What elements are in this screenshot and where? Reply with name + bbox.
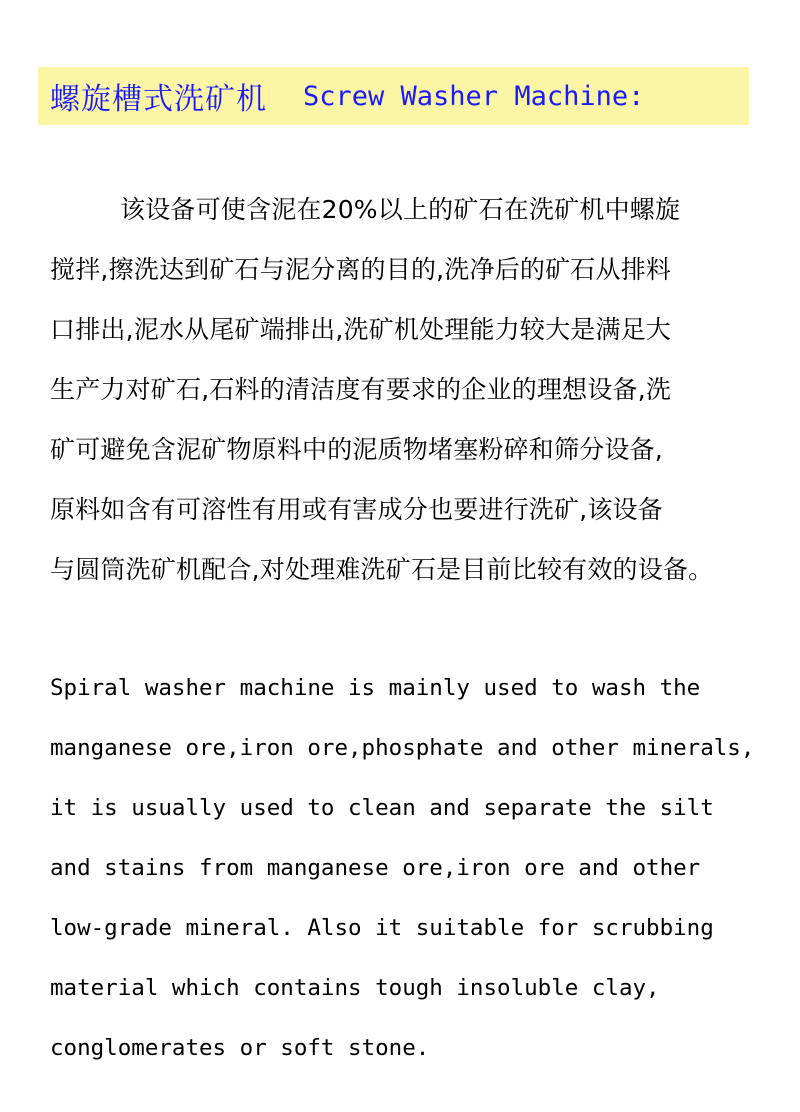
english-line: manganese ore,iron ore,phosphate and other minerals,	[50, 735, 755, 761]
chinese-line: 矿可避免含泥矿物原料中的泥质物堵塞粉碎和筛分设备,	[50, 435, 663, 464]
english-line: and stains from manganese ore,iron ore and other	[50, 855, 701, 881]
english-line: conglomerates or soft stone.	[50, 1035, 430, 1061]
chinese-line: 该设备可使含泥在20%以上的矿石在洗矿机中螺旋	[120, 195, 681, 224]
chinese-line: 生产力对矿石,石料的清洁度有要求的企业的理想设备,洗	[50, 375, 672, 404]
english-line: Spiral washer machine is mainly used to wash the	[50, 675, 701, 701]
english-description	[50, 658, 790, 1078]
english-line: material which contains tough insoluble clay,	[50, 975, 660, 1001]
chinese-line: 搅拌,擦洗达到矿石与泥分离的目的,洗净后的矿石从排料	[50, 255, 672, 284]
chinese-description	[50, 180, 790, 600]
chinese-line: 原料如含有可溶性有用或有害成分也要进行洗矿,该设备	[50, 495, 663, 524]
page-title-banner	[38, 67, 749, 125]
page-title-english: Screw Washer Machine:	[303, 80, 645, 112]
chinese-line: 口排出,泥水从尾矿端排出,洗矿机处理能力较大是满足大	[50, 315, 672, 344]
english-line: low-grade mineral. Also it suitable for scrubbing	[50, 915, 714, 941]
page-title-chinese: 螺旋槽式洗矿机	[50, 82, 267, 117]
english-line: it is usually used to clean and separate the silt	[50, 795, 714, 821]
chinese-line: 与圆筒洗矿机配合,对处理难洗矿石是目前比较有效的设备。	[50, 555, 714, 584]
